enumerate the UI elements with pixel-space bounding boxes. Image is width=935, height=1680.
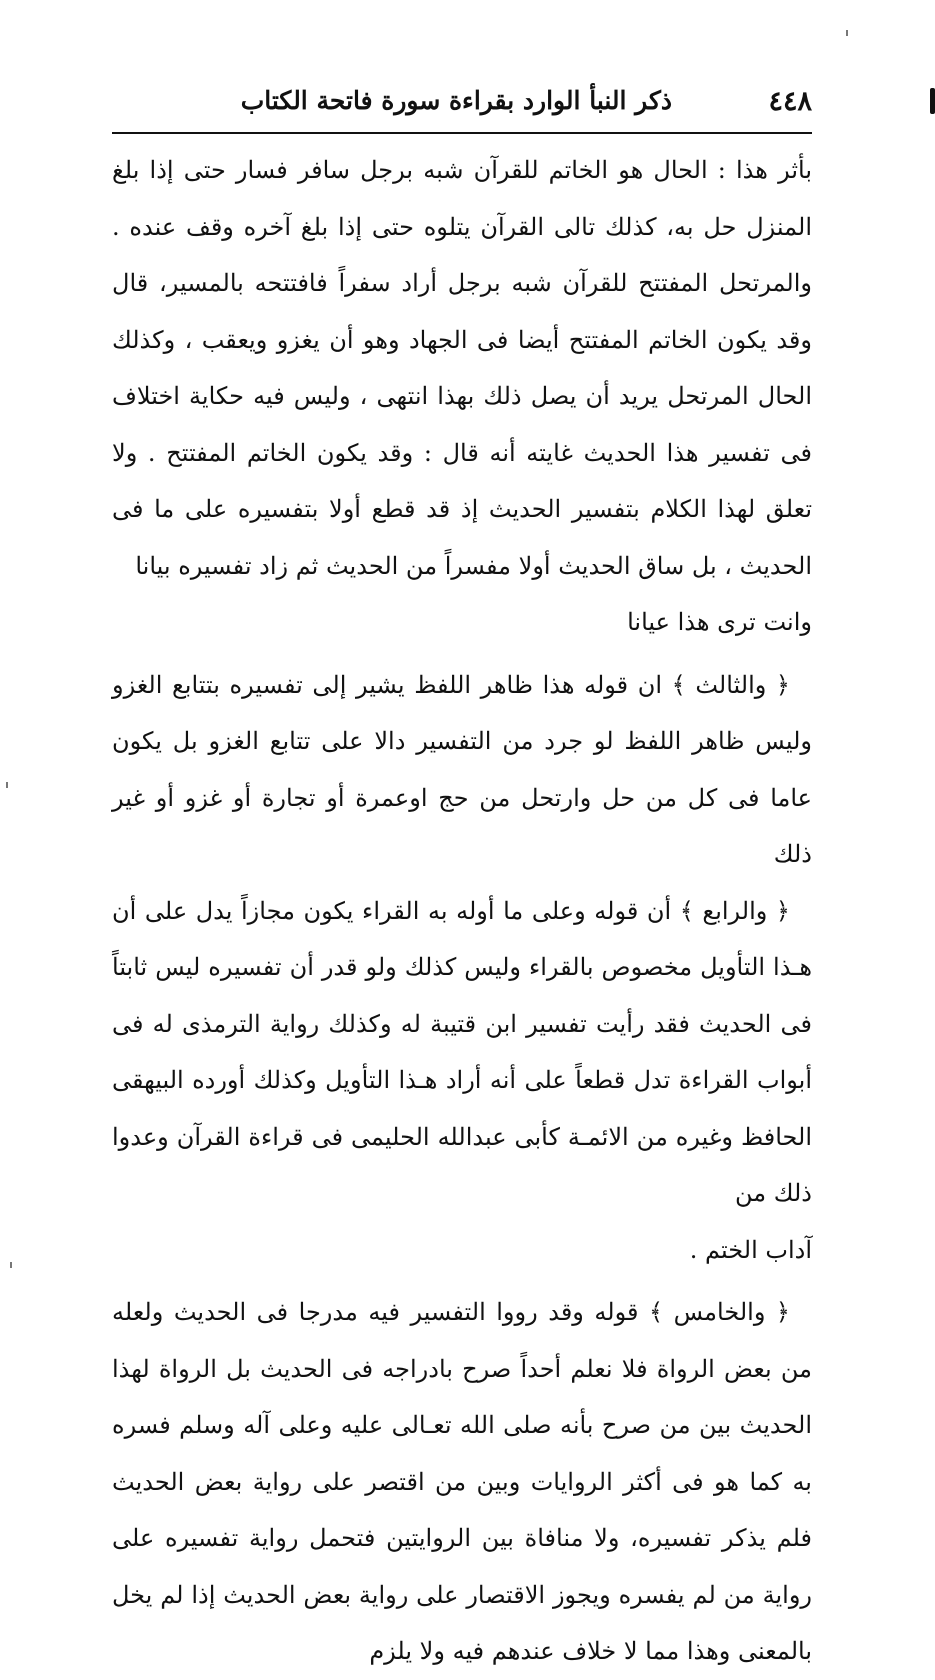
paragraph-fourth-point-end: آداب الختم . xyxy=(689,1235,812,1264)
header-divider xyxy=(112,132,812,134)
scan-speck xyxy=(6,782,8,788)
paragraph-fifth-point: ﴿ والخامس ﴾ قوله وقد رووا التفسير فيه مدرجا فى الحديث ولعله من بعض الرواة فلا نعلم أحداً صرح بادراجه فى الحديث بل الرواة لهذا الحديث بين من صرح بأنه صلى الله تعـالى عليه وعلى آله وسلم فسره به كما هو فى أكثر الروايات وبين من اقتصر على رواية بعض الحديث فلم يذكر تفسيره، ولا منافاة بين الروايتين فتحمل رواية تفسيره على رواية من لم يفسره ويجوز الاقتصار على رواية بعض الحديث إذا لم يخل بالمعنى وهذا مما لا خلاف عندهم فيه ولا يلزم xyxy=(112,1298,812,1665)
page-header xyxy=(112,80,812,130)
page-edge-mark xyxy=(930,88,935,114)
body-text xyxy=(112,142,812,1680)
paragraph-fourth-point: ﴿ والرابع ﴾ أن قوله وعلى ما أوله به القراء يكون مجازاً يدل على أن هـذا التأويل مخصوص بالقراء وليس كذلك ولو قدر أن تفسيره ليس ثابتاً فى الحديث فقد رأيت تفسير ابن قتيبة له وكذلك رواية الترمذى له فى أبواب القراءة تدل قطعاً على أنه أراد هـذا التأويل وكذلك أورده البيهقى الحافظ وغيره من الائمـة كأبى عبدالله الحليمى فى قراءة القرآن وعدوا ذلك من xyxy=(112,896,813,1207)
scan-speck xyxy=(846,30,848,36)
scan-speck xyxy=(10,1262,12,1268)
page-number: ٤٤٨ xyxy=(768,86,812,117)
paragraph-continuation: بأثر هذا : الحال هو الخاتم للقرآن شبه برجل سافر فسار حتى إذا بلغ المنزل حل به، كذلك تالى القرآن يتلوه حتى إذا بلغ آخره وقف عنده . والمرتحل المفتتح للقرآن شبه برجل أراد سفراً فافتتحه بالمسير، قال وقد يكون الخاتم المفتتح أيضا فى الجهاد وهو أن يغزو ويعقب ، وكذلك الحال المرتحل يريد أن يصل ذلك بهذا انتهى ، وليس فيه حكاية اختلاف فى تفسير هذا الحديث غايته أنه قال : وقد يكون الخاتم المفتتح . ولا تعلق لهذا الكلام بتفسير الحديث إذ قد قطع أولا بتفسيره على ما فى الحديث ، بل ساق الحديث أولا مفسراً من الحديث ثم زاد تفسيره بيانا xyxy=(112,156,813,580)
running-title: ذكر النبأ الوارد بقراءة سورة فاتحة الكتاب xyxy=(240,86,672,115)
paragraph-continuation-end: وانت ترى هذا عيانا xyxy=(627,608,812,636)
paragraph-third-point: ﴿ والثالث ﴾ ان قوله هذا ظاهر اللفظ يشير إلى تفسيره بتتابع الغزو وليس ظاهر اللفظ لو جرد من التفسير دالا على تتابع الغزو بل يكون عاما فى كل من حل وارتحل من حج اوعمرة أو تجارة أو غزو أو غير ذلك xyxy=(112,670,812,868)
